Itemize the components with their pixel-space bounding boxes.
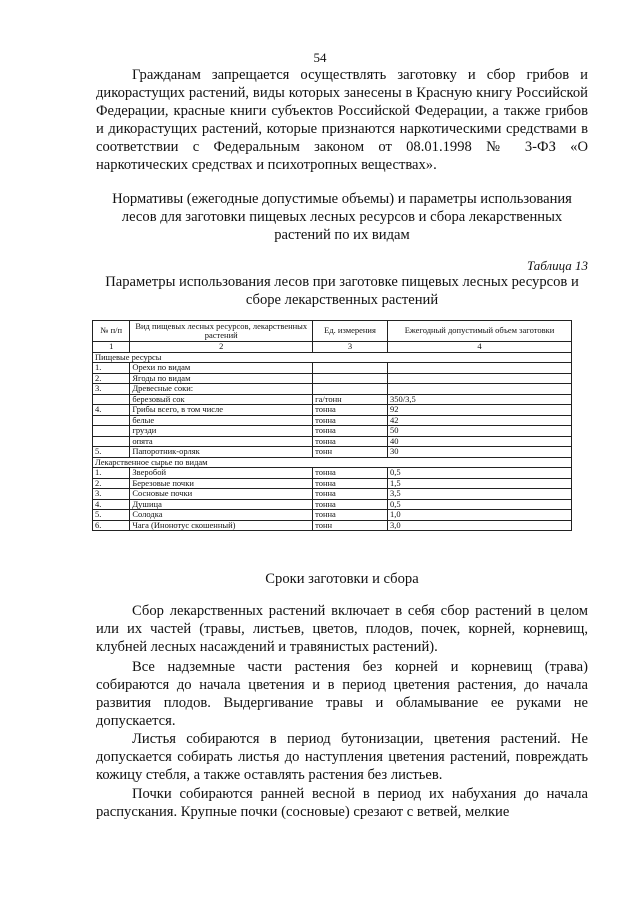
intro-paragraph: Гражданам запрещается осуществлять заготовку и сбор грибов и дикорастущих растений, виды которых занесены в Красную книгу Российской Федерации, красные книги субъектов Российской Федерации, а также грибов и дикорастущих растений, которые признаются наркотическими средствами в соответствии с Федеральным законом от 08.01.1998 № 3-ФЗ «О наркотических средствах и психотропных веществах». (96, 67, 588, 173)
row-number (93, 394, 130, 405)
subheading: Сроки заготовки и сбора (265, 571, 419, 587)
row-number: 1. (93, 363, 130, 374)
unit-cell: тонна (313, 436, 388, 447)
section-label: Лекарственное сырье по видам (93, 457, 572, 468)
volume-cell: 3,5 (387, 489, 571, 500)
volume-cell: 0,5 (387, 499, 571, 510)
row-number: 2. (93, 373, 130, 384)
table-section-row (93, 457, 572, 468)
table-row (93, 384, 572, 395)
header-unit: Ед. измерения (313, 321, 388, 342)
table-row (93, 363, 572, 374)
row-number (93, 415, 130, 426)
table-row (93, 426, 572, 437)
table-row (93, 510, 572, 521)
volume-cell: 50 (387, 426, 571, 437)
table-row (93, 478, 572, 489)
volume-cell: 92 (387, 405, 571, 416)
row-number: 2. (93, 478, 130, 489)
row-number: 5. (93, 510, 130, 521)
table-row (93, 499, 572, 510)
resource-name: Зверобой (130, 468, 313, 479)
body-paragraph: Все надземные части растения без корней и корневищ (трава) собираются до начала цветения и в период цветения растения, до начала развития плодов. Выдергивание травы и обламывание ее руками не допускается. (96, 659, 588, 729)
volume-cell: 1,0 (387, 510, 571, 521)
table-row (93, 468, 572, 479)
body-paragraph: Сбор лекарственных растений включает в себя сбор растений в целом или их частей (травы, листьев, цветов, плодов, почек, корней, корневищ, клубней лесных насаждений и травянистых растений). (96, 603, 588, 655)
row-number: 6. (93, 520, 130, 531)
resource-name: белые (130, 415, 313, 426)
unit-cell (313, 373, 388, 384)
volume-cell (387, 373, 571, 384)
parameters-table (92, 320, 572, 531)
table-index-row (93, 342, 572, 353)
resource-name: Орехи по видам (130, 363, 313, 374)
table-body (93, 352, 572, 531)
table-row (93, 489, 572, 500)
row-number (93, 436, 130, 447)
section-label: Пищевые ресурсы (93, 352, 572, 363)
resource-name: Грибы всего, в том числе (130, 405, 313, 416)
resource-name: Древесные соки: (130, 384, 313, 395)
unit-cell: тонна (313, 468, 388, 479)
table-row (93, 415, 572, 426)
row-number: 5. (93, 447, 130, 458)
table-label: Таблица 13 (526, 258, 588, 273)
volume-cell: 0,5 (387, 468, 571, 479)
unit-cell: тонна (313, 510, 388, 521)
unit-cell: тонн (313, 520, 388, 531)
table-row (93, 405, 572, 416)
index-cell: 3 (313, 342, 388, 353)
row-number: 1. (93, 468, 130, 479)
unit-cell: тонна (313, 499, 388, 510)
unit-cell: тонна (313, 426, 388, 437)
unit-cell: тонна (313, 478, 388, 489)
resource-name: Сосновые почки (130, 489, 313, 500)
index-cell: 4 (387, 342, 571, 353)
table-row (93, 520, 572, 531)
section-heading: Нормативы (ежегодные допустимые объемы) и параметры использования лесов для заготовки пищевых лесных ресурсов и сбора лекарственных растений по их видам (112, 191, 572, 243)
row-number: 4. (93, 499, 130, 510)
volume-cell (387, 384, 571, 395)
table-section-row (93, 352, 572, 363)
body-paragraph: Почки собираются ранней весной в период их набухания до начала распускания. Крупные почки (сосновые) срезают с ветвей, мелкие (96, 786, 588, 820)
unit-cell: тонна (313, 489, 388, 500)
page-number: 54 (313, 50, 327, 65)
volume-cell: 30 (387, 447, 571, 458)
row-number: 3. (93, 384, 130, 395)
unit-cell: тонн (313, 447, 388, 458)
resource-name: грузди (130, 426, 313, 437)
resource-name: Чага (Инонотус скошенный) (130, 520, 313, 531)
row-number: 3. (93, 489, 130, 500)
unit-cell (313, 384, 388, 395)
resource-name: Душица (130, 499, 313, 510)
volume-cell: 350/3,5 (387, 394, 571, 405)
index-cell: 2 (130, 342, 313, 353)
volume-cell (387, 363, 571, 374)
table-row (93, 394, 572, 405)
volume-cell: 42 (387, 415, 571, 426)
index-cell: 1 (93, 342, 130, 353)
resource-name: Ягоды по видам (130, 373, 313, 384)
unit-cell: тонна (313, 415, 388, 426)
unit-cell: тонна (313, 405, 388, 416)
row-number: 4. (93, 405, 130, 416)
resource-name: Березовые почки (130, 478, 313, 489)
row-number (93, 426, 130, 437)
resource-name: опята (130, 436, 313, 447)
body-paragraph: Листья собираются в период бутонизации, цветения растений. Не допускается собирать листья до наступления цветения растений, повреждать кожицу стебля, а также оставлять растения без листьев. (96, 731, 588, 783)
resource-name: березовый сок (130, 394, 313, 405)
resource-name: Солодка (130, 510, 313, 521)
table-row (93, 447, 572, 458)
volume-cell: 3,0 (387, 520, 571, 531)
unit-cell (313, 363, 388, 374)
table-title: Параметры использования лесов при заготовке пищевых лесных ресурсов и сборе лекарственных растений (105, 274, 579, 308)
table-row (93, 373, 572, 384)
volume-cell: 40 (387, 436, 571, 447)
table-row (93, 436, 572, 447)
unit-cell: га/тонн (313, 394, 388, 405)
header-volume: Ежегодный допустимый объем заготовки (387, 321, 571, 342)
header-num: № п/п (93, 321, 130, 342)
header-resource: Вид пищевых лесных ресурсов, лекарственных растений (130, 321, 313, 342)
volume-cell: 1,5 (387, 478, 571, 489)
table-header-row (93, 321, 572, 342)
resource-name: Папоротник-орляк (130, 447, 313, 458)
